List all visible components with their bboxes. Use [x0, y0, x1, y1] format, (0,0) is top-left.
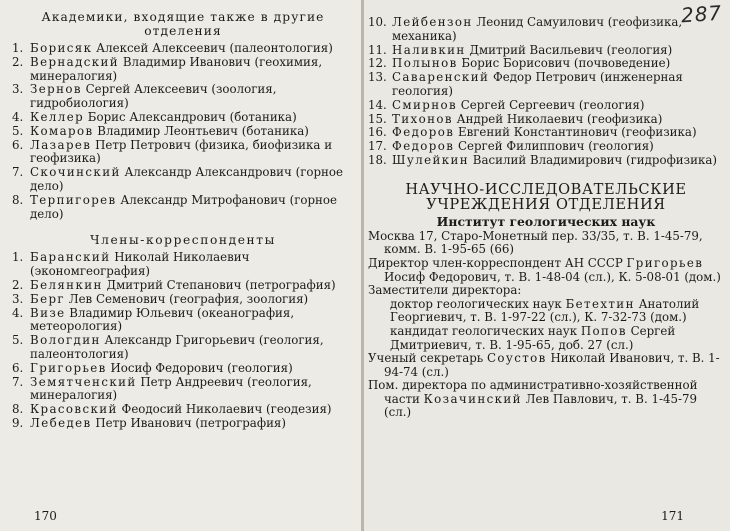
item-number: 8. — [12, 402, 24, 417]
item-number: 1. — [12, 250, 24, 265]
list-item — [12, 376, 354, 404]
right-page — [364, 0, 730, 531]
person-surname: Лазарев — [30, 137, 92, 152]
item-number: 8. — [12, 192, 24, 207]
person-surname: Берг — [30, 291, 65, 306]
person-surname: Григорьев — [30, 360, 107, 375]
list-item — [12, 139, 354, 167]
director-name: Григорьев — [626, 255, 704, 270]
person-details: Федор Петрович (инженерная геология) — [392, 70, 683, 98]
list-item — [12, 417, 354, 431]
person-surname: Красовский — [30, 402, 118, 417]
item-number: 6. — [12, 360, 24, 375]
person-surname: Саваренский — [392, 70, 490, 85]
institutions-heading-line2: УЧРЕЖДЕНИЯ ОТДЕЛЕНИЯ — [426, 195, 666, 213]
institutions-heading-line1: НАУЧНО-ИССЛЕДОВАТЕЛЬСКИЕ — [405, 180, 687, 198]
item-number: 3. — [12, 82, 24, 97]
deputy-2-name: Попов — [580, 323, 627, 338]
person-details: Леонид Самуилович (геофизика, механика) — [392, 15, 683, 43]
list-item — [368, 113, 724, 127]
item-number: 2. — [12, 54, 24, 69]
person-surname: Федоров — [392, 139, 455, 154]
person-details: Борис Борисович (почвоведение) — [457, 56, 671, 71]
person-details: Петр Андреевич (геология, минералогия) — [30, 374, 312, 403]
page-number-left: 170 — [34, 509, 57, 523]
item-number: 2. — [12, 277, 24, 292]
list-item — [368, 16, 724, 44]
corresponding-members-list-continued — [368, 16, 724, 168]
list-item — [12, 293, 354, 307]
item-number: 6. — [12, 137, 24, 152]
person-details: Дмитрий Степанович (петрография) — [102, 277, 336, 292]
item-number: 9. — [12, 415, 24, 430]
item-number: 14. — [368, 97, 387, 112]
list-item — [368, 99, 724, 113]
item-number: 7. — [12, 165, 24, 180]
person-surname: Белянкин — [30, 277, 103, 292]
item-number: 18. — [368, 152, 387, 167]
item-number: 5. — [12, 123, 24, 138]
list-item — [12, 251, 354, 279]
list-item — [12, 307, 354, 335]
item-number: 1. — [12, 41, 24, 55]
person-surname: Келлер — [30, 109, 85, 124]
item-number: 15. — [368, 111, 387, 126]
person-surname: Земятченский — [30, 374, 137, 389]
secretary-name: Соустов — [486, 351, 547, 366]
list-item — [368, 44, 724, 58]
deputy-entry-2: кандидат геологических наук Попов Сергей Дмитриевич, т. В. 1-95-65, доб. 27 (сл.) — [390, 323, 676, 352]
director-entry: Директор член-корреспондент АН СССР Григорьев Иосиф Федорович, т. В. 1-48-04 (сл.), К. 5-08-01 (дом.) — [368, 255, 721, 284]
person-surname: Зернов — [30, 82, 82, 97]
list-item — [12, 334, 354, 362]
person-surname: Лебедев — [30, 415, 92, 430]
person-surname: Комаров — [30, 123, 94, 138]
list-item — [12, 42, 354, 56]
item-number: 13. — [368, 70, 387, 85]
person-details: Сергей Сергеевич (геология) — [457, 97, 645, 112]
corresponding-members-list — [12, 251, 354, 430]
person-details: Евгений Константинович (геофизика) — [454, 125, 697, 140]
person-details: Борис Александрович (ботаника) — [84, 109, 297, 124]
institute-address: Москва 17, Старо-Монетный пер. 33/35, т. В. 1-45-79, комм. В. 1-95-65 (66) — [368, 228, 703, 257]
academicians-heading: Академики, входящие также в другие отделения — [41, 10, 325, 38]
person-details: Владимир Иванович (геохимия, минералогия) — [30, 54, 323, 83]
deputy-1-name: Бетехтин — [565, 296, 635, 311]
item-number: 3. — [12, 291, 24, 306]
secretary-entry: Ученый секретарь Соустов Николай Иванович, т. В. 1-94-74 (сл.) — [368, 351, 720, 379]
person-surname: Смирнов — [392, 97, 458, 112]
person-surname: Наливкин — [392, 42, 466, 57]
person-details: Феодосий Николаевич (геодезия) — [117, 402, 332, 417]
list-item — [12, 362, 354, 376]
item-number: 7. — [12, 374, 24, 389]
person-surname: Скочинский — [30, 165, 121, 180]
person-details: Петр Петрович (физика, биофизика и геофизика) — [30, 137, 333, 166]
person-details: Сергей Филиппович (геология) — [454, 139, 654, 154]
item-number: 16. — [368, 125, 387, 140]
deputies-label: Заместители директора: — [368, 283, 522, 298]
assistant-director-name: Козачинский — [423, 391, 522, 406]
list-item — [12, 125, 354, 139]
person-surname: Лейбензон — [392, 15, 473, 29]
item-number: 10. — [368, 15, 387, 29]
list-item — [12, 403, 354, 417]
list-item — [12, 166, 354, 194]
person-details: Владимир Юльевич (океанография, метеорология) — [30, 305, 295, 334]
person-surname: Вернадский — [30, 54, 120, 69]
deputy-entry-1: доктор геологических наук Бетехтин Анатолий Георгиевич, т. В. 1-97-22 (сл.), К. 7-32-73 (дом.) — [390, 296, 700, 325]
assistant-director-entry: Пом. директора по административно-хозяйственной части Козачинский Лев Павлович, т. В. 1-45-79 (сл.) — [368, 378, 698, 420]
person-details: Николай Николаевич (экономгеография) — [30, 250, 250, 279]
person-details: Александр Григорьевич (геология, палеонтология) — [30, 333, 324, 361]
person-surname: Терпигорев — [30, 192, 117, 207]
person-details: Александр Митрофанович (горное дело) — [30, 192, 337, 221]
person-surname: Федоров — [392, 125, 455, 140]
list-item — [12, 56, 354, 84]
list-item — [368, 57, 724, 71]
person-details: Алексей Алексеевич (палеонтология) — [92, 41, 333, 55]
person-details: Сергей Алексеевич (зоология, гидробиология) — [30, 82, 277, 111]
item-number: 5. — [12, 333, 24, 348]
list-item — [12, 111, 354, 125]
list-item — [368, 140, 724, 154]
person-surname: Тихонов — [392, 111, 453, 126]
person-surname: Баранский — [30, 250, 111, 265]
members-heading: Члены-корреспонденты — [90, 233, 276, 248]
list-item — [368, 126, 724, 140]
person-details: Петр Иванович (петрография) — [91, 415, 286, 430]
page-number-right: 171 — [661, 509, 684, 523]
item-number: 4. — [12, 109, 24, 124]
item-number: 11. — [368, 42, 387, 57]
institutions-section — [368, 182, 724, 420]
person-details: Лев Семенович (география, зоология) — [64, 291, 309, 306]
academicians-list — [12, 42, 354, 221]
person-surname: Визе — [30, 305, 66, 320]
person-surname: Полынов — [392, 56, 458, 71]
person-details: Дмитрий Васильевич (геология) — [465, 42, 673, 57]
handwritten-page-mark: 287 — [680, 0, 723, 28]
person-details: Андрей Николаевич (геофизика) — [452, 111, 663, 126]
list-item — [368, 71, 724, 99]
person-details: Александр Александрович (горное дело) — [30, 165, 343, 193]
item-number: 4. — [12, 305, 24, 320]
person-surname: Вологдин — [30, 333, 101, 348]
item-number: 17. — [368, 139, 387, 154]
list-item — [12, 83, 354, 111]
person-surname: Шулейкин — [392, 152, 470, 167]
item-number: 12. — [368, 56, 387, 71]
institute-title: Институт геологических наук — [436, 213, 656, 229]
list-item — [12, 279, 354, 293]
list-item — [12, 194, 354, 222]
left-page — [0, 0, 362, 531]
person-details: Владимир Леонтьевич (ботаника) — [93, 123, 309, 138]
person-details: Иосиф Федорович (геология) — [106, 360, 293, 375]
person-surname: Борисяк — [30, 41, 93, 55]
person-details: Василий Владимирович (гидрофизика) — [469, 152, 717, 167]
list-item — [368, 154, 724, 168]
